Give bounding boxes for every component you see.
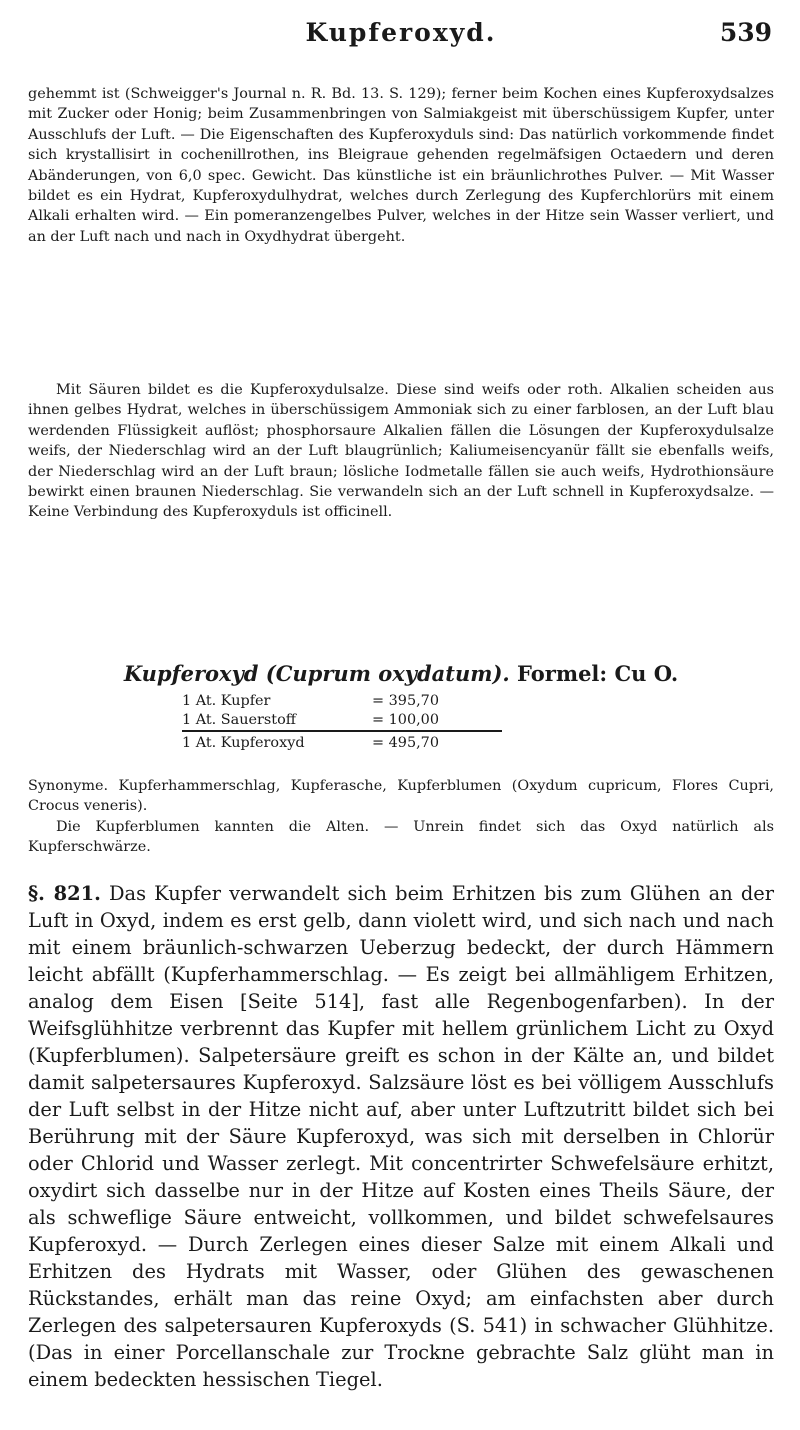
formula-lhs: 1 At. Sauerstoff <box>182 712 296 728</box>
formula-rule <box>182 730 502 732</box>
page-number: 539 <box>719 18 772 47</box>
formula-lhs: 1 At. Kupferoxyd <box>182 735 305 751</box>
formula-row <box>182 692 542 711</box>
section-heading <box>28 660 774 688</box>
formula-lhs: 1 At. Kupfer <box>182 693 271 709</box>
paragraph-text: Mit Säuren bildet es die Kupferoxydulsalze. Diese sind weifs oder roth. Alkalien scheiden aus ihnen gelbes Hydrat, welches in überschüssigem Ammoniak sich zu einer farblosen, an der Luft blau werdenden Flüssigkeit auflöst; phosphorsaure Alkalien fällen die Lösungen der Kupferoxydulsalze weifs, der Niederschlag wird an der Luft blaugrünlich; Kaliumeisencyanür fällt sie ebenfalls weifs, der Niederschlag wird an der Luft braun; lösliche Iodmetalle fällen sie auch weifs, Hydrothionsäure bewirkt einen braunen Niederschlag. Sie verwandeln sich an der Luft schnell in Kupferoxydsalze. — Keine Verbindung des Kupferoxyduls ist officinell. <box>28 382 774 521</box>
formula-rhs: = 495,70 <box>372 735 439 751</box>
page-header <box>30 18 772 58</box>
formula-rhs: = 395,70 <box>372 693 439 709</box>
paragraph-text: gehemmt ist (Schweigger's Journal n. R. Bd. 13. S. 129); ferner beim Kochen eines Kupferoxydsalzes mit Zucker oder Honig; beim Zusammenbringen von Salmiakgeist mit überschüssigem Kupfer, unter Ausschlufs der Luft. — Die Eigenschaften des Kupferoxyduls sind: Das natürlich vorkommende findet sich krystallisirt in cochenillrothen, ins Bleigraue gehenden regelmäfsigen Octaedern und deren Abänderungen, von 6,0 spec. Gewicht. Das künstliche ist ein bräunlichrothes Pulver. — Mit Wasser bildet es ein Hydrat, Kupferoxydulhydrat, welches durch Zerlegung des Kupferchlorürs mit einem Alkali erhalten wird. — Ein pomeranzengelbes Pulver, welches in der Hitze sein Wasser verliert, und an der Luft nach und nach in Oxydhydrat übergeht. <box>28 86 774 245</box>
paragraph-text: Die Kupferblumen kannten die Alten. — Unrein findet sich das Oxyd natürlich als Kupferschwärze. <box>28 818 774 856</box>
section-number: §. 821. <box>28 882 101 905</box>
running-head: Kupferoxyd. <box>305 18 497 47</box>
paragraph-kupferoxydul-properties <box>28 84 774 247</box>
paragraph-synonyme <box>28 776 774 858</box>
heading-title: Kupferoxyd (Cuprum oxydatum). <box>123 661 510 686</box>
formula-row <box>182 711 542 730</box>
paragraph-synonyms: Synonyme. Kupferhammerschlag, Kupferasche, Kupferblumen (Oxydum cupricum, Flores Cupri, Crocus veneris). <box>28 778 774 815</box>
section-text: Das Kupfer verwandelt sich beim Erhitzen bis zum Glühen an der Luft in Oxyd, indem es erst gelb, dann violett wird, und sich nach und nach mit einem bräunlich-schwarzen Ueberzug bedeckt, der durch Hämmern leicht abfällt (Kupferhammerschlag. — Es zeigt bei allmähligem Erhitzen, analog dem Eisen [Seite 514], fast alle Regenbogenfarben). In der Weifsglühhitze verbrennt das Kupfer mit hellem grünlichem Licht zu Oxyd (Kupferblumen). Salpetersäure greift es schon in der Kälte an, und bildet damit salpetersaures Kupferoxyd. Salzsäure löst es bei völligem Ausschlufs der Luft selbst in der Hitze nicht auf, aber unter Luftzutritt bildet sich bei Berührung mit der Säure Kupferoxyd, was sich mit derselben in Chlorür oder Chlorid und Wasser zerlegt. Mit concentrirter Schwefelsäure erhitzt, oxydirt sich dasselbe nur in der Hitze auf Kosten eines Theils Säure, der als schweflige Säure entweicht, vollkommen, und bildet schwefelsaures Kupferoxyd. — Durch Zerlegen eines dieser Salze mit einem Alkali und Erhitzen des Hydrats mit Wasser, oder Glühen des gewaschenen Rückstandes, erhält man das reine Oxyd; am einfachsten aber durch Zerlegen des salpetersauren Kupferoxyds (S. 541) in schwacher Glühhitze. (Das in einer Porcellanschale zur Trockne gebrachte Salz glüht man in einem bedeckten hessischen Tiegel. <box>28 882 774 1391</box>
section-821 <box>28 880 774 1393</box>
formula-row-total <box>182 734 542 753</box>
formula-rhs: = 100,00 <box>372 712 439 728</box>
heading-formula: Formel: Cu O. <box>517 661 679 686</box>
paragraph-kupferoxydulsalze <box>28 380 774 523</box>
formula-table <box>182 692 542 753</box>
